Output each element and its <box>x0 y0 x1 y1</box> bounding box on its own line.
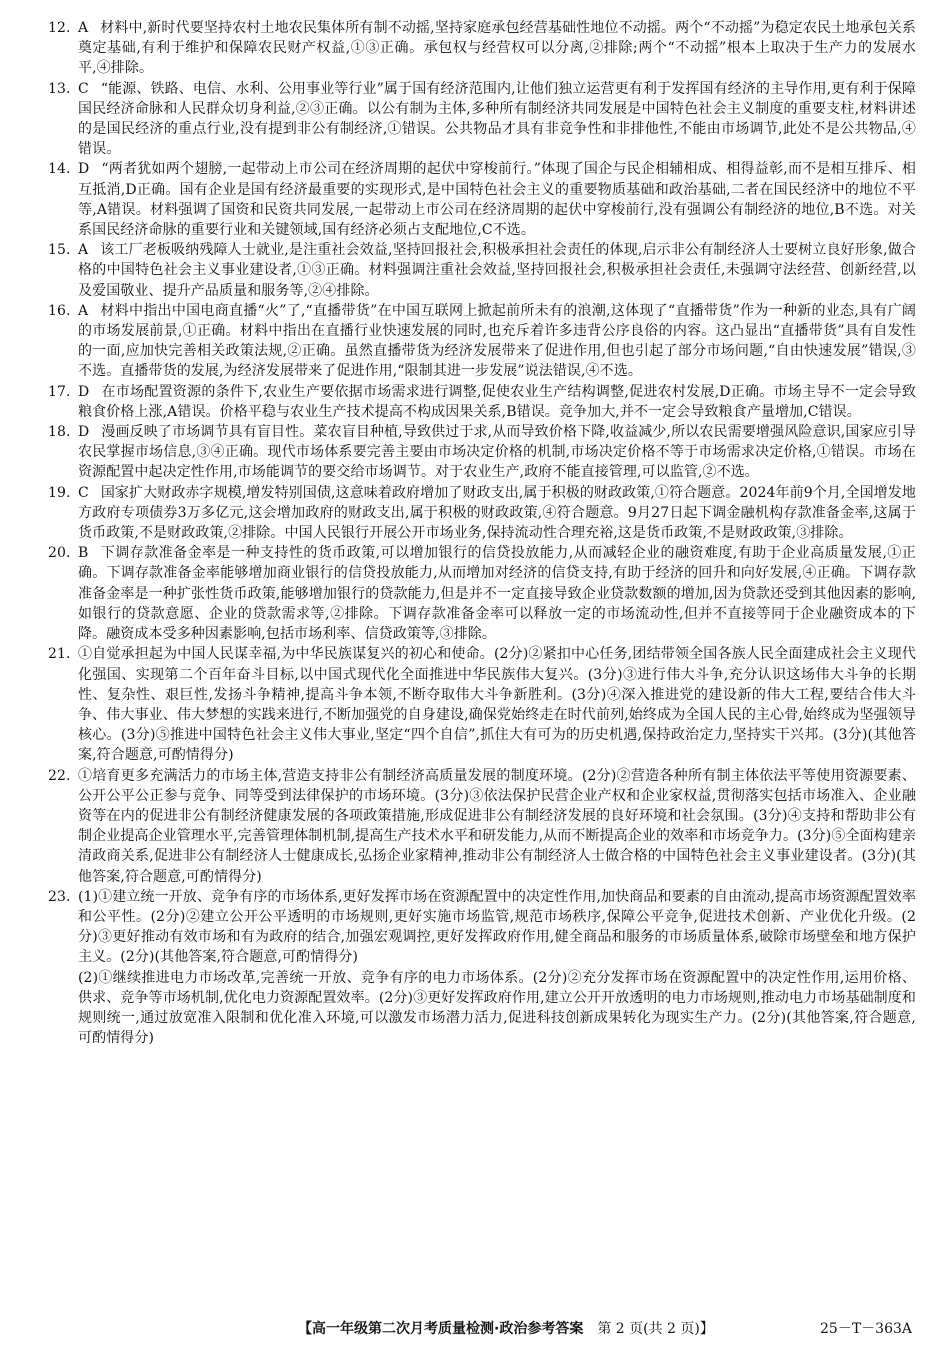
footer-title: 【高一年级第二次月考质量检测·政治参考答案 <box>298 1321 584 1337</box>
answer-explanation: ①培育更多充满活力的市场主体,营造支持非公有制经济高质量发展的制度环境。(2分)②营造各种所有制主体依法平等使用资源要素、公开公平公正参与竞争、同等受到法律保护的市场环境。(3分)③依法保护民营企业产权和企业家权益,贯彻落实包括市场准入、企业融资等在内的促进非公有制经济健康发展的各项政策措施,形成促进非公有制经济发展的良好环境和社会氛围。(3分)④支持和帮助非公有制企业提高企业管理水平,完善管理体制机制,提高生产技术水平和研发能力,从而不断提高企业的效率和市场竞争力。(3分)⑤全面构建亲清政商关系,促进非公有制经济人士健康成长,弘扬企业家精神,推动非公有制经济人士做合格的中国特色社会主义事业建设者。(3分)(其他答案,符合题意,可酌情得分) <box>78 767 916 885</box>
answer-choice: C <box>78 484 89 501</box>
answer-key-page <box>48 18 916 1048</box>
question-number: 15. <box>48 242 71 259</box>
answer-part-2: (2)①继续推进电力市场改革,完善统一开放、竞争有序的电力市场体系。(2分)②充分发挥市场在资源配置中的决定性作用,运用价格、供求、竞争等市场机制,优化电力资源配置效率。(2分)③更好发挥政府作用,建立公开开放透明的电力市场规则,推动电力市场基础制度和规则统一,通过放宽准入限制和优化准入环境,可以激发市场潜力活力,促进科技创新成果转化为现实生产力。(2分)(其他答案,符合题意,可酌情得分) <box>78 969 916 1047</box>
answer-item-12 <box>48 18 916 79</box>
answer-item-23 <box>48 887 916 1049</box>
answer-explanation: “两者犹如两个翅膀,一起带动上市公司在经济周期的起伏中穿梭前行。”体现了国企与民企相辅相成、相得益彰,而不是相互排斥、相互抵消,D正确。国有企业是国有经济最重要的实现形式,是中国特色社会主义的重要物质基础和政治基础,二者在国民经济中的地位不平等,A错误。材料强调了国资和民资共同发展,一起带动上市公司在经济周期的起伏中穿梭前行,没有强调公有制经济的地位,B不选。对关系国民经济命脉的重要行业和关键领域,国有经济必须占支配地位,C不选。 <box>78 161 916 239</box>
answer-choice: D <box>78 424 90 441</box>
question-number: 23. <box>48 888 71 905</box>
answer-explanation: 漫画反映了市场调节具有盲目性。菜农盲目种植,导致供过于求,从而导致价格下降,收益减少,所以农民需要增强风险意识,国家应引导农民掌握市场信息,③④正确。现代市场体系要完善主要由市场决定价格的机制,市场决定价格不等于市场需求决定价格,①错误。市场在资源配置中起决定性作用,市场能调节的要交给市场调节。对于农业生产,政府不能直接管理,可以监管,②不选。 <box>78 424 916 481</box>
answer-item-19 <box>48 483 916 544</box>
answer-item-20 <box>48 543 916 644</box>
answer-choice: A <box>78 302 89 319</box>
question-number: 13. <box>48 80 71 97</box>
question-number: 18. <box>48 424 71 441</box>
answer-choice: A <box>78 20 89 36</box>
footer-code: 25－T－363A <box>820 1321 912 1337</box>
answer-choice: D <box>78 161 90 178</box>
answer-item-18 <box>48 422 916 483</box>
answer-choice: D <box>78 383 90 400</box>
question-number: 16. <box>48 302 71 319</box>
question-number: 22. <box>48 767 71 784</box>
answer-item-13 <box>48 79 916 160</box>
answer-part-1: (1)①建立统一开放、竞争有序的市场体系,更好发挥市场在资源配置中的决定性作用,加快商品和要素的自由流动,提高市场资源配置效率和公平性。(2分)②建立公开公平透明的市场规则,更好实施市场监管,规范市场秩序,保障公平竞争,促进技术创新、产业优化升级。(2分)③更好推动有效市场和有为政府的结合,加强宏观调控,更好发挥政府作用,健全商品和服务的市场质量体系,破除市场壁垒和地方保护主义。(2分)(其他答案,符合题意,可酌情得分) <box>78 888 916 966</box>
answer-explanation: 材料中,新时代要坚持农村土地农民集体所有制不动摇,坚持家庭承包经营基础性地位不动摇。两个“不动摇”为稳定农民土地承包关系奠定基础,有利于维护和保障农民财产权益,①③正确。承包权与经营权可以分离,②排除;两个“不动摇”根本上取决于生产力的发展水平,④排除。 <box>78 20 916 77</box>
answer-explanation: 在市场配置资源的条件下,农业生产要依据市场需求进行调整,促使农业生产结构调整,促进农村发展,D正确。市场主导不一定会导致粮食价格上涨,A错误。价格平稳与农业生产技术提高不构成因果关系,B错误。竞争加大,并不一定会导致粮食产量增加,C错误。 <box>78 383 916 420</box>
question-number: 17. <box>48 383 71 400</box>
answer-explanation: 材料中指出中国电商直播“火”了,“直播带货”在中国互联网上掀起前所未有的浪潮,这体现了“直播带货”作为一种新的业态,具有广阔的市场发展前景,①正确。材料中指出在直播行业快速发展的同时,也充斥着许多违背公序良俗的内容。这凸显出“直播带货”具有自发性的一面,应加快完善相关政策法规,②正确。虽然直播带货为经济发展带来了促进作用,但也引起了部分市场问题,“自由快速发展”错误,③不选。直播带货的发展,为经济发展带来了促进作用,“限制其进一步发展”说法错误,④不选。 <box>78 302 916 380</box>
answer-choice: B <box>78 545 89 562</box>
answer-explanation: 下调存款准备金率是一种支持性的货币政策,可以增加银行的信贷投放能力,从而减轻企业的融资难度,有助于企业高质量发展,①正确。下调存款准备金率能够增加商业银行的信贷投放能力,从而增加对经济的信贷支持,有助于经济的回升和向好发展,④正确。下调存款准备金率是一种扩张性货币政策,能够增加银行的贷款能力,但是并不一定直接导致企业贷款数额的增加,因为贷款还受到其他因素的影响,如银行的贷款意愿、企业的贷款需求等,②排除。下调存款准备金率可以释放一定的市场流动性,但并不直接等同于企业融资成本的下降。融资成本受多种因素影响,包括市场利率、信贷政策等,③排除。 <box>78 545 916 643</box>
question-number: 21. <box>48 646 71 663</box>
footer-title-group <box>298 1318 714 1338</box>
answer-item-14 <box>48 159 916 240</box>
question-number: 12. <box>48 20 71 36</box>
question-number: 20. <box>48 545 71 562</box>
answer-item-21 <box>48 644 916 765</box>
answer-choice: A <box>78 242 89 259</box>
answer-explanation: ①自觉承担起为中国人民谋幸福,为中华民族谋复兴的初心和使命。(2分)②紧扣中心任务,团结带领全国各族人民全面建成社会主义现代化强国、实现第二个百年奋斗目标,以中国式现代化全面推进中华民族伟大复兴。(3分)③进行伟大斗争,充分认识这场伟大斗争的长期性、复杂性、艰巨性,发扬斗争精神,提高斗争本领,不断夺取伟大斗争新胜利。(3分)④深入推进党的建设新的伟大工程,要结合伟大斗争、伟大事业、伟大梦想的实践来进行,不断加强党的自身建设,确保党始终走在时代前列,始终成为全国人民的主心骨,始终成为坚强领导核心。(3分)⑤推进中国特色社会主义伟大事业,坚定“四个自信”,抓住大有可为的历史机遇,保持政治定力,坚持实干兴邦。(3分)(其他答案,符合题意,可酌情得分) <box>78 646 916 764</box>
page-footer <box>48 1318 916 1340</box>
answer-explanation: “能源、铁路、电信、水利、公用事业等行业”属于国有经济范围内,让他们独立运营更有利于发挥国有经济的主导作用,更有利于保障国民经济命脉和人民群众切身利益,②③正确。以公有制为主体,多种所有制经济共同发展是中国特色社会主义制度的重要支柱,材料讲述的是国民经济的重点行业,没有提到非公有制经济,①错误。公共物品才具有非竞争性和非排他性,不能由市场调节,此处不是公共物品,④错误。 <box>78 80 916 158</box>
answer-item-17 <box>48 382 916 422</box>
answer-explanation: 国家扩大财政赤字规模,增发特别国债,这意味着政府增加了财政支出,属于积极的财政政策,①符合题意。2024年前9个月,全国增发地方政府专项债券3万多亿元,这会增加政府的财政支出,属于积极的财政政策,④符合题意。9月27日起下调金融机构存款准备金率,这属于货币政策,不是财政政策,②排除。中国人民银行开展公开市场业务,保持流动性合理充裕,这是货币政策,不是财政政策,③排除。 <box>78 484 916 542</box>
answer-item-16 <box>48 301 916 382</box>
question-number: 19. <box>48 484 71 501</box>
answer-explanation: 该工厂老板吸纳残障人士就业,是注重社会效益,坚持回报社会,积极承担社会责任的体现,启示非公有制经济人士要树立良好形象,做合格的中国特色社会主义事业建设者,①③正确。材料强调注重社会效益,坚持回报社会,积极承担社会责任,未强调守法经营、创新经营,以及爱国敬业、提升产品质量和服务等,②④排除。 <box>78 242 916 299</box>
answer-item-22 <box>48 766 916 887</box>
question-number: 14. <box>48 161 71 178</box>
footer-page-number: 第 2 页(共 2 页)】 <box>597 1321 714 1337</box>
answer-choice: C <box>78 80 89 97</box>
answer-item-15 <box>48 240 916 301</box>
